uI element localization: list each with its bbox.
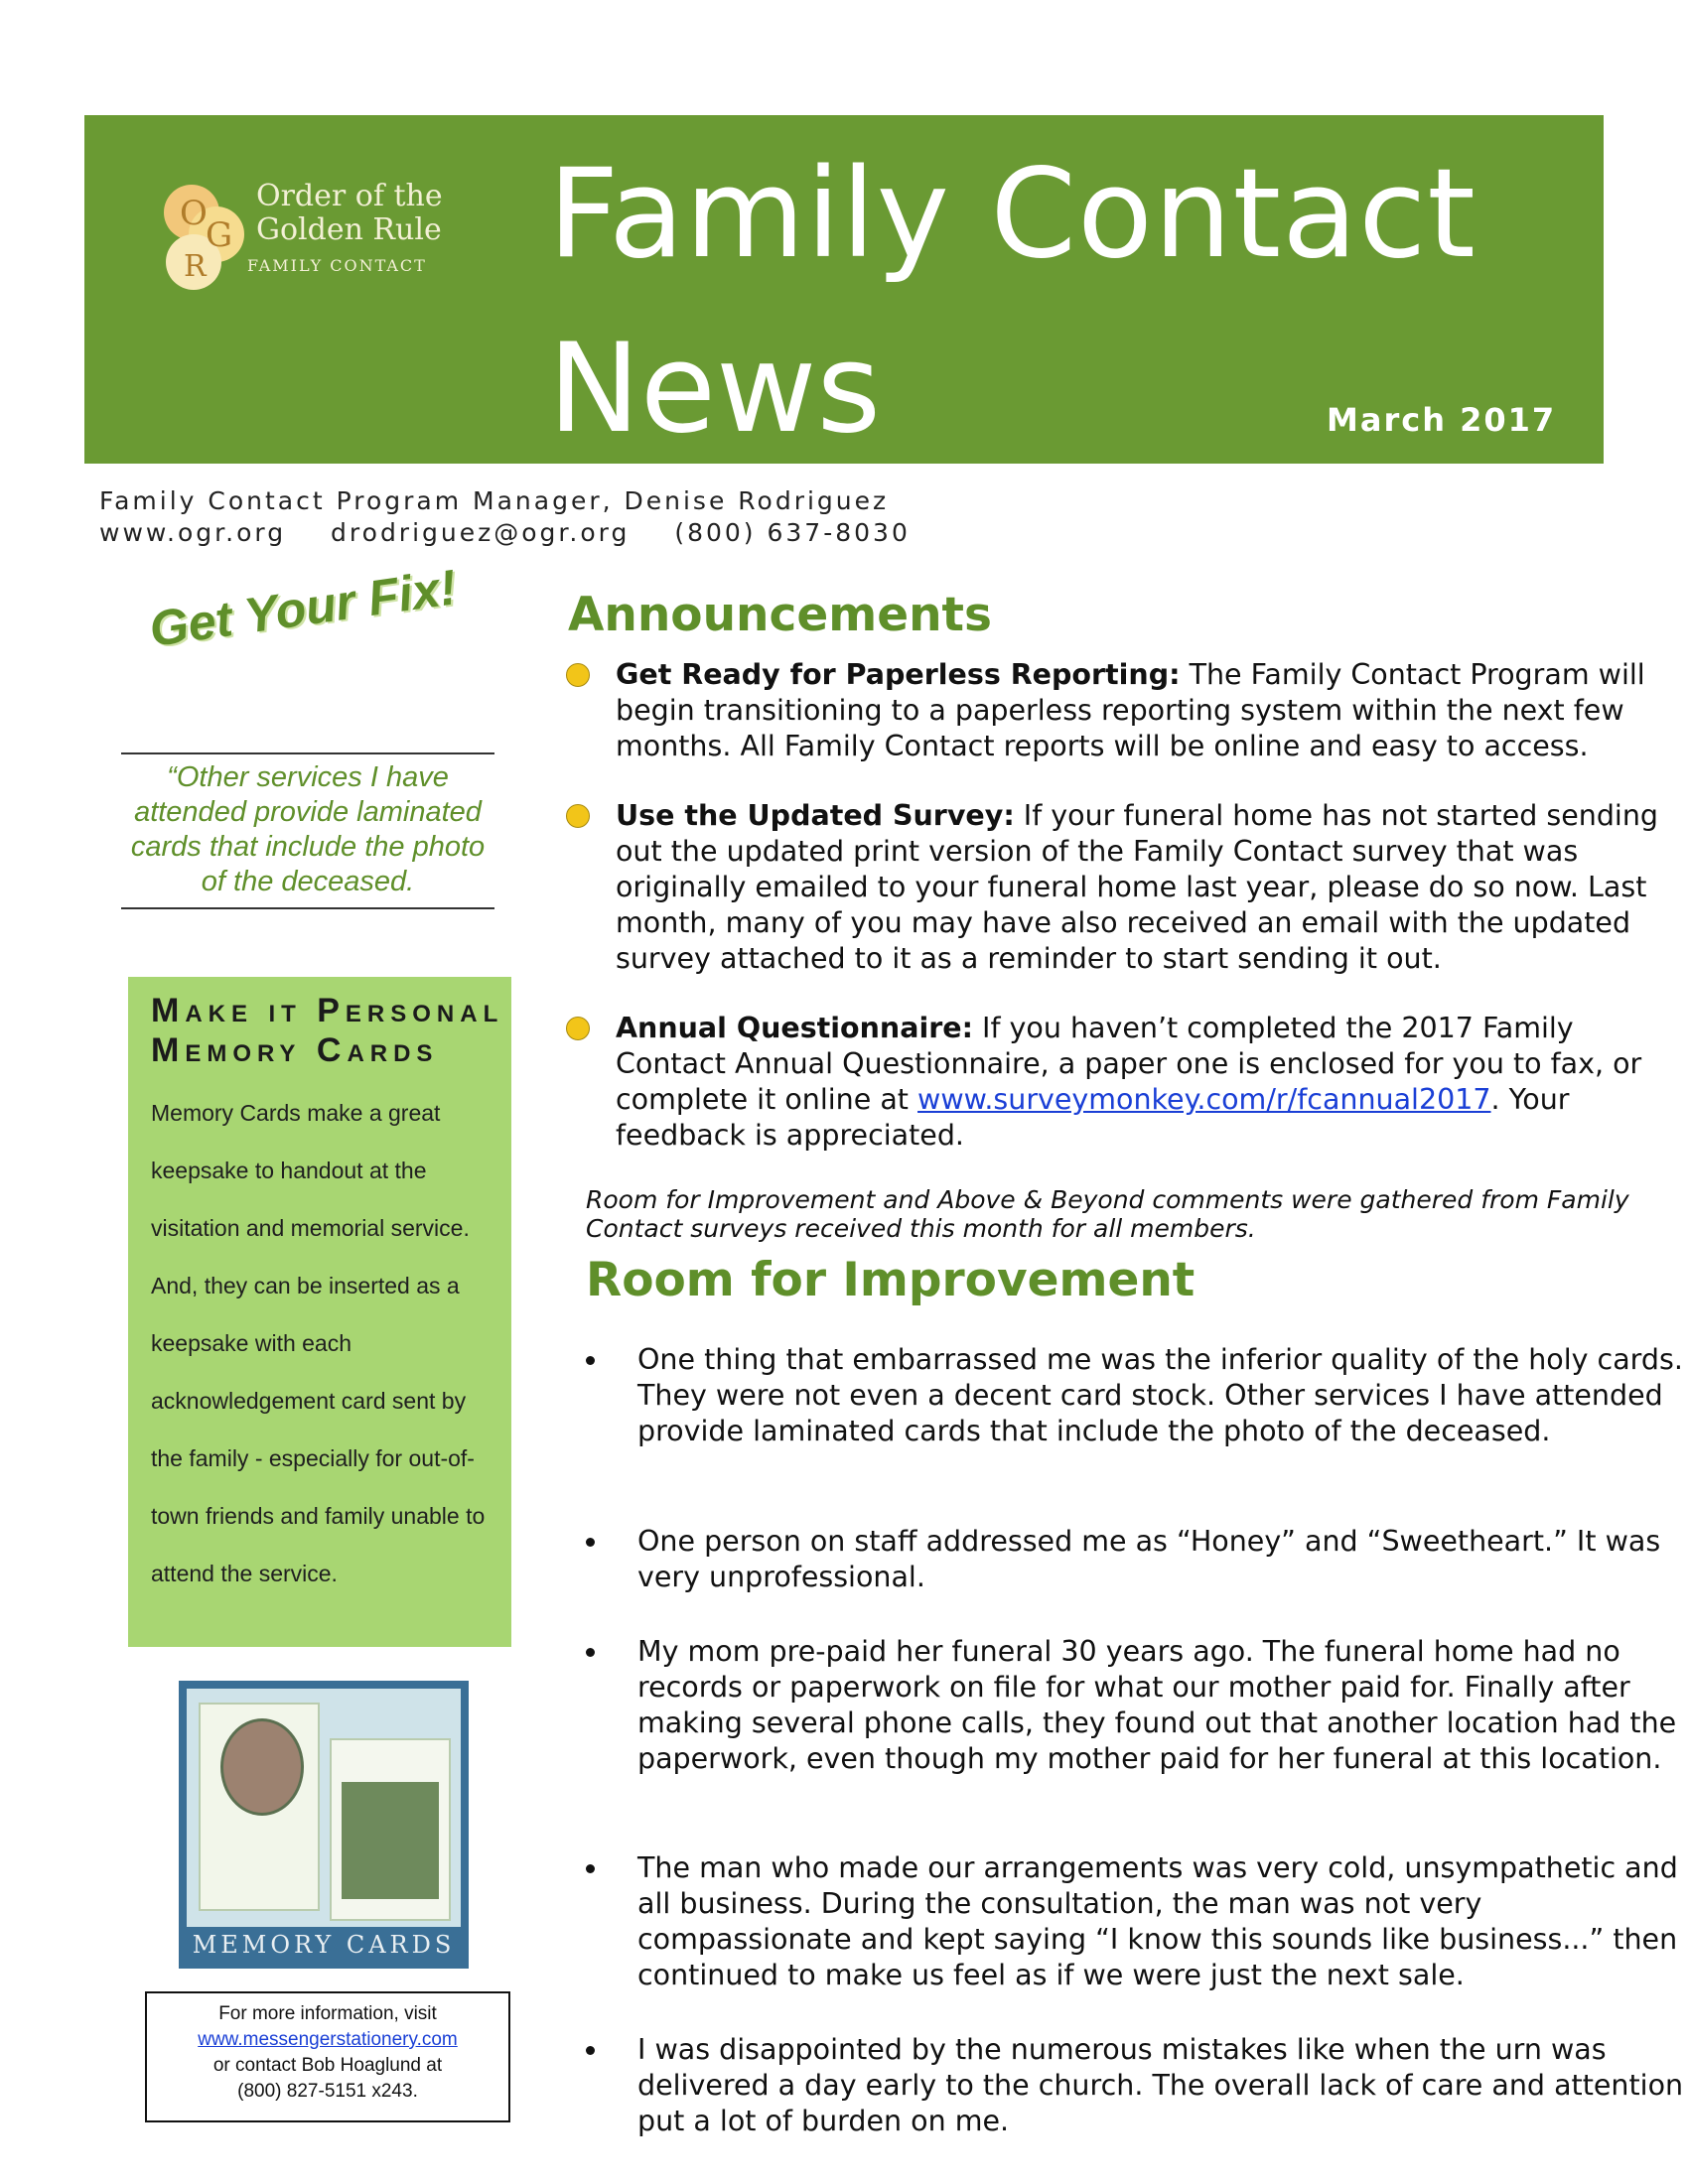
survey-link[interactable]: www.surveymonkey.com/r/fcannual2017 bbox=[917, 1083, 1491, 1116]
memory-heading-line2: Memory Cards bbox=[151, 1031, 439, 1069]
smiley-icon bbox=[566, 804, 590, 828]
info-line4: (800) 827-5151 x243. bbox=[237, 2081, 418, 2102]
website-text: www.ogr.org bbox=[99, 518, 287, 547]
svg-text:G: G bbox=[206, 215, 233, 255]
portrait-photo bbox=[220, 1718, 304, 1816]
memory-cards-image-label: MEMORY CARDS bbox=[192, 1931, 456, 1959]
memory-cards-image-background bbox=[187, 1689, 461, 1927]
svg-text:R: R bbox=[184, 249, 207, 284]
newsletter-title-line1: Family Contact bbox=[548, 143, 1477, 286]
logo-text-line3: FAMILY CONTACT bbox=[247, 256, 427, 275]
more-info-box bbox=[145, 1991, 510, 2122]
phone-text: (800) 637-8030 bbox=[674, 518, 911, 547]
comment-text: One person on staff addressed me as “Honey” and “Sweetheart.” It was very unprofessional. bbox=[637, 1525, 1661, 1593]
bullet-icon bbox=[586, 1648, 595, 1657]
ogr-logo bbox=[162, 173, 490, 312]
memory-cards-heading bbox=[151, 991, 503, 1070]
announcement-text bbox=[616, 798, 1668, 977]
announcements-heading: Announcements bbox=[568, 588, 992, 642]
announcement-body: If your funeral home has not started sending out the updated print version of the Family Contact survey that was originally emailed to your funeral home last year, please do so now. Last month, many of you may have also received an email with the updated survey attached to it as a reminder to start sending it out. bbox=[616, 799, 1658, 975]
pull-quote: “Other services I have attended provide laminated cards that include the photo of the deceased. bbox=[121, 752, 494, 909]
logo-text-line1: Order of the bbox=[256, 179, 443, 213]
issue-date: March 2017 bbox=[1327, 401, 1557, 439]
smiley-icon bbox=[566, 1017, 590, 1040]
comment-text: One thing that embarrassed me was the inferior quality of the holy cards. They were not even a decent card stock. Other services I have attended provide laminated cards that include the photo of the deceased. bbox=[637, 1343, 1683, 1447]
announcement-text bbox=[616, 657, 1668, 764]
info-line1: For more information, visit bbox=[218, 2003, 437, 2024]
outdoor-photo bbox=[342, 1782, 439, 1899]
announcement-title: Get Ready for Paperless Reporting: bbox=[616, 658, 1181, 691]
email-text: drodriguez@ogr.org bbox=[331, 518, 631, 547]
announcement-text bbox=[616, 1011, 1668, 1154]
svg-text:O: O bbox=[180, 194, 208, 233]
announcement-body-before: If you haven’t completed the 2017 Family Contact Annual Questionnaire, a paper one is enclosed for you to fax, or complete it online at bbox=[616, 1012, 1642, 1116]
comment-text: The man who made our arrangements was very cold, unsympathetic and all business. During the consultation, the man was not very compassionate and kept saying “I know this sounds like business...” then continued to make us feel as if we were just the next sale. bbox=[637, 1851, 1678, 1991]
smiley-icon bbox=[566, 663, 590, 687]
announcement-title: Annual Questionnaire: bbox=[616, 1012, 973, 1044]
memory-cards-panel bbox=[128, 977, 511, 1647]
bullet-icon bbox=[586, 1864, 595, 1873]
bullet-icon bbox=[586, 1538, 595, 1547]
comment-text: I was disappointed by the numerous mistakes like when the urn was delivered a day early to the church. The overall lack of care and attention put a lot of burden on me. bbox=[637, 2033, 1684, 2137]
memory-cards-body: Memory Cards make a great keepsake to handout at the visitation and memorial service. And, they can be inserted as a keepsake with each acknowledgement card sent by the family - especially for out-of-town friends and family unable to attend the service. bbox=[151, 1100, 486, 1586]
memory-cards-image bbox=[179, 1681, 469, 1969]
contact-line bbox=[99, 518, 944, 547]
memory-heading-line1: Make it Personal bbox=[151, 992, 504, 1029]
ogr-logo-icon bbox=[162, 173, 261, 312]
logo-text-line2: Golden Rule bbox=[256, 212, 442, 247]
info-line3: or contact Bob Hoaglund at bbox=[212, 2055, 443, 2076]
announcement-body-after: . Your feedback is appreciated. bbox=[616, 1083, 1570, 1152]
comment-text: My mom pre-paid her funeral 30 years ago. The funeral home had no records or paperwork on file for what our mother paid for. Finally after making several phone calls, they found out that another location had the paperwork, even though my mother paid for her funeral at this location. bbox=[637, 1635, 1677, 1775]
messenger-stationery-link[interactable]: www.messengerstationery.com bbox=[198, 2029, 458, 2050]
announcement-body: The Family Contact Program will begin transitioning to a paperless reporting system within the next few months. All Family Contact reports will be online and easy to access. bbox=[616, 658, 1645, 762]
memory-card-front bbox=[199, 1703, 320, 1911]
bullet-icon bbox=[586, 2046, 595, 2055]
get-your-fix-title: Get Your Fix! bbox=[146, 559, 461, 658]
program-manager-line: Family Contact Program Manager, Denise Rodriguez bbox=[99, 486, 890, 515]
announcement-title: Use the Updated Survey: bbox=[616, 799, 1015, 832]
room-for-improvement-heading: Room for Improvement bbox=[586, 1253, 1196, 1307]
bullet-icon bbox=[586, 1356, 595, 1365]
comments-note: Room for Improvement and Above & Beyond comments were gathered from Family Contact surveys received this month for all members. bbox=[586, 1185, 1629, 1243]
memory-card-back bbox=[330, 1738, 451, 1921]
newsletter-title-line2: News bbox=[548, 318, 882, 461]
